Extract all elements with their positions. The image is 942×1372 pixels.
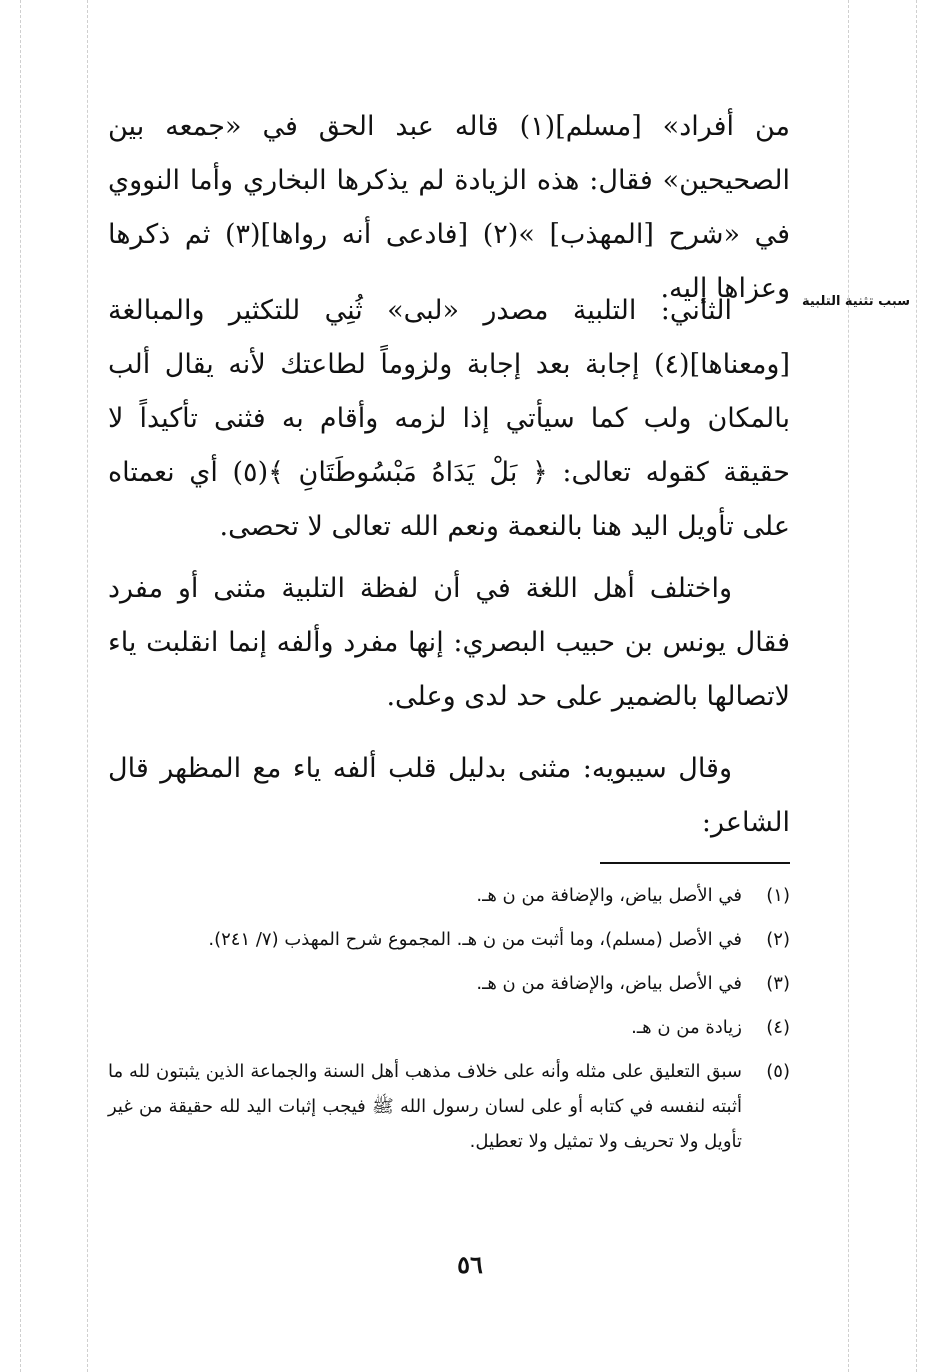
footnote-text: في الأصل بياض، والإضافة من ن هـ.	[476, 885, 742, 906]
footnotes	[108, 878, 790, 1168]
footnote-number: (٥)	[766, 1061, 790, 1082]
margin-guide-line	[87, 0, 88, 1372]
footnote-text: في الأصل بياض، والإضافة من ن هـ.	[476, 973, 742, 994]
footnote-number: (١)	[766, 885, 790, 906]
paragraph-text: وقال سيبويه: مثنى بدليل قلب ألفه ياء مع المظهر قال الشاعر:	[108, 753, 790, 838]
margin-guide-line	[848, 0, 849, 1372]
footnote-text: سبق التعليق على مثله وأنه على خلاف مذهب أهل السنة والجماعة الذين يثبتون لله ما أثبته لنفسه في كتابه أو على لسان رسول الله ﷺ فيجب إثبات اليد لله حقيقة من غير تأويل ولا تحريف ولا تمثيل ولا تعطيل.	[108, 1061, 742, 1152]
paragraph-text: من أفراد» [مسلم](١) قاله عبد الحق في «جمعه بين الصحيحين» فقال: هذه الزيادة لم يذكرها البخاري وأما النووي في «شرح [المهذب] »(٢) [فادعى أنه رواها](٣) ثم ذكرها وعزاها إليه.	[108, 111, 791, 304]
footnote-text: في الأصل (مسلم)، وما أثبت من ن هـ. المجموع شرح المهذب (٧/ ٢٤١).	[208, 929, 742, 950]
footnote	[108, 922, 790, 957]
main-text	[108, 0, 790, 860]
footnote-number: (٣)	[766, 973, 790, 994]
page-number: ٥٦	[457, 1250, 483, 1279]
footnote-separator	[600, 862, 790, 864]
footnote-number: (٤)	[766, 1017, 790, 1038]
footnote	[108, 1010, 790, 1045]
paragraph	[108, 742, 790, 850]
footnote	[108, 966, 790, 1001]
footnote-text: زيادة من ن هـ.	[631, 1017, 742, 1038]
margin-guide-line	[20, 0, 21, 1372]
paragraph	[108, 284, 790, 554]
footnote	[108, 1054, 790, 1159]
margin-guide-line	[916, 0, 917, 1372]
paragraph	[108, 562, 790, 724]
margin-note: سبب تثنية التلبية	[801, 294, 910, 309]
paragraph-text: الثاني: التلبية مصدر «لبى» ثُنِي للتكثير والمبالغة [ومعناها](٤) إجابة بعد إجابة ولزوماً لطاعتك لأنه يقال ألب بالمكان ولب كما سيأتي إذا لزمه وأقام به فثنى تأكيداً لا حقيقة كقوله تعالى: ﴿ بَلْ يَدَاهُ مَبْسُوطَتَانِ ﴾(٥) أي نعمتاه على تأويل اليد هنا بالنعمة ونعم الله تعالى لا تحصى.	[108, 295, 790, 542]
footnote-number: (٢)	[766, 929, 790, 950]
paragraph-text: واختلف أهل اللغة في أن لفظة التلبية مثنى أو مفرد فقال يونس بن حبيب البصري: إنها مفرد وألفه إنما انقلبت ياء لاتصالها بالضمير على حد لدى وعلى.	[108, 573, 790, 712]
footnote	[108, 878, 790, 913]
